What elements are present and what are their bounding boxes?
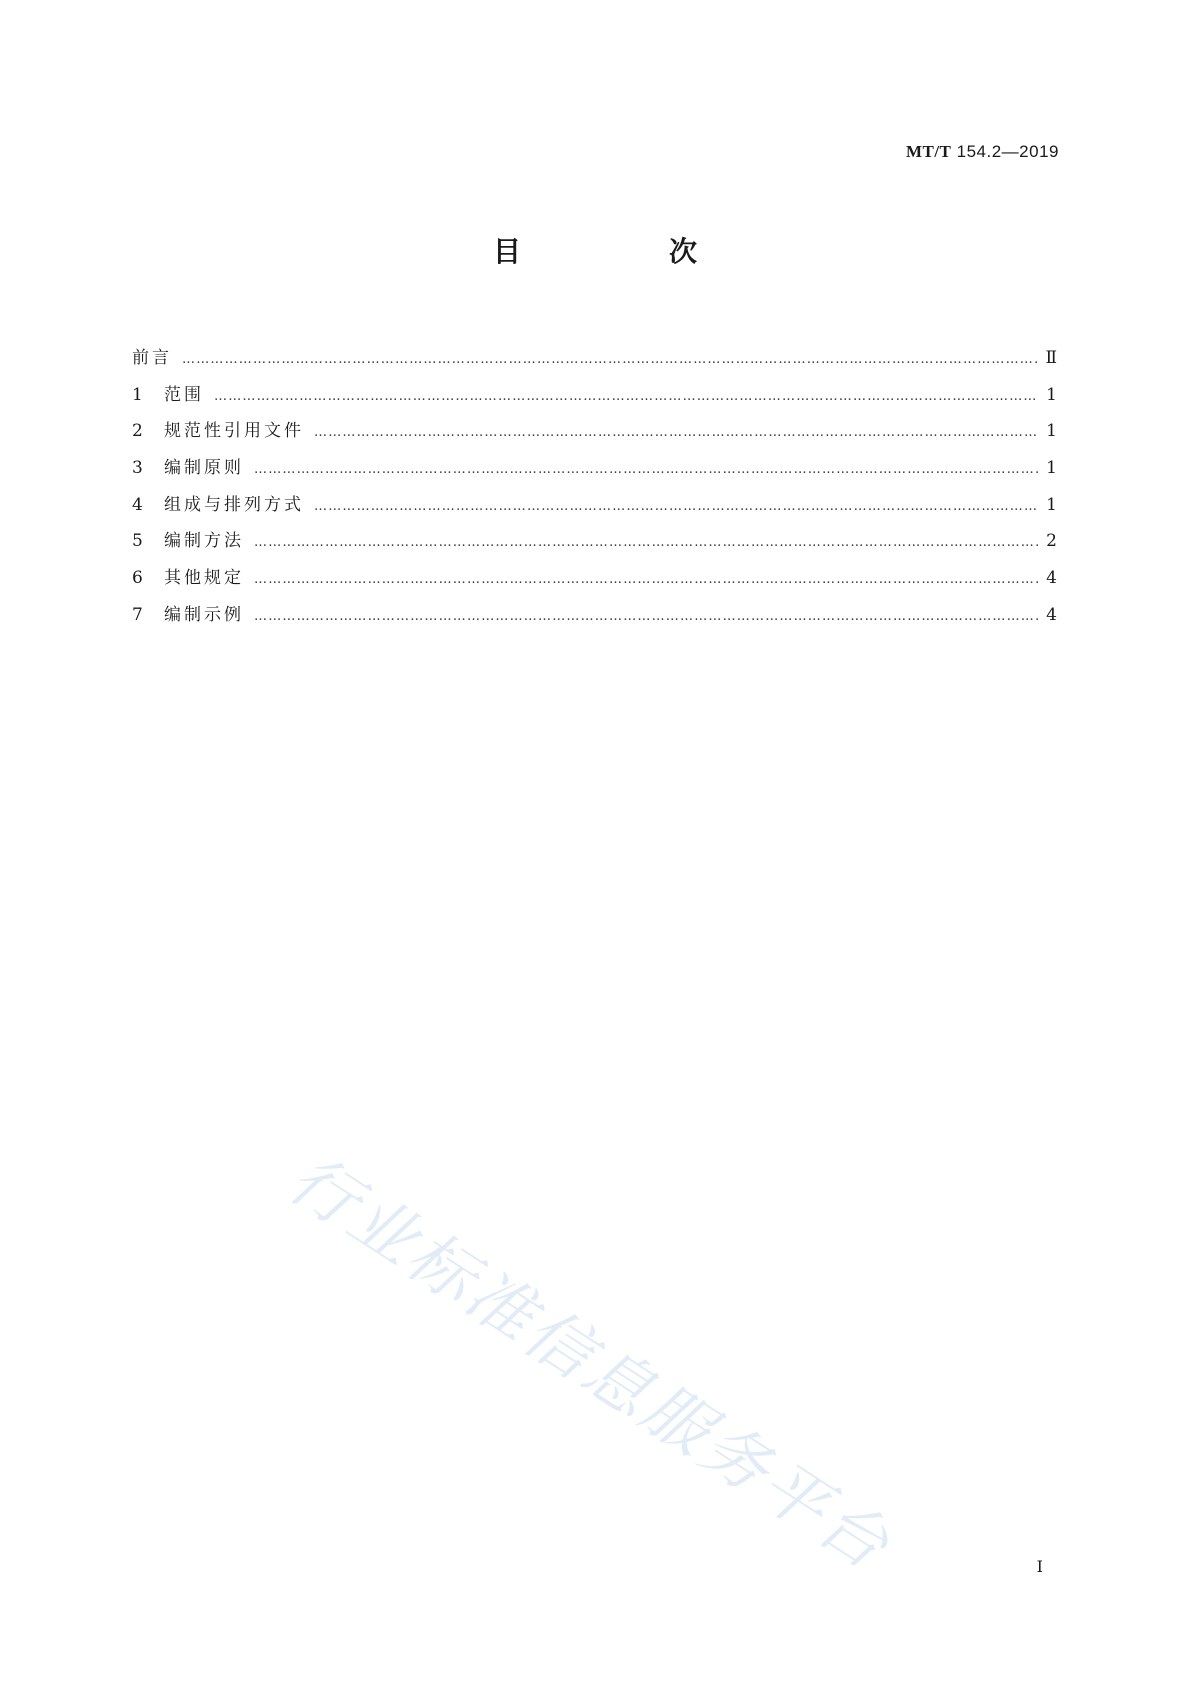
toc-entry-foreword[interactable] xyxy=(132,343,1057,380)
toc-leader-dots xyxy=(254,462,1039,477)
toc-title: 目 次 xyxy=(492,235,757,268)
toc-entry-normative-references[interactable] xyxy=(132,416,1057,453)
watermark-text: 行业标准信息服务平台 xyxy=(275,1140,905,1587)
toc-entry-label: 前言 xyxy=(132,348,172,368)
toc-entry-page: 2 xyxy=(1046,531,1057,552)
toc-leader-dots xyxy=(254,609,1039,624)
toc-entry-page: 4 xyxy=(1046,604,1057,625)
toc-leader-dots xyxy=(182,352,1039,367)
toc-entry-composition[interactable] xyxy=(132,490,1057,527)
toc-entry-number: 2 xyxy=(132,421,143,442)
toc-entry-number: 6 xyxy=(132,568,143,589)
toc-entry-other-provisions[interactable] xyxy=(132,563,1057,600)
toc-entry-label: 范围 xyxy=(164,384,204,405)
toc-entry-page: 1 xyxy=(1046,458,1057,479)
toc-entry-examples[interactable] xyxy=(132,600,1057,637)
toc-leader-dots xyxy=(254,572,1039,587)
document-number-prefix: MT/T xyxy=(905,142,952,161)
toc-entry-page: 1 xyxy=(1046,494,1057,515)
toc-entry-label: 规范性引用文件 xyxy=(164,421,304,442)
toc-list xyxy=(132,343,1057,637)
toc-entry-number: 3 xyxy=(132,458,143,479)
toc-entry-label: 编制原则 xyxy=(164,458,244,479)
toc-entry-principles[interactable] xyxy=(132,453,1057,490)
toc-entry-scope[interactable] xyxy=(132,380,1057,417)
toc-entry-methods[interactable] xyxy=(132,526,1057,563)
toc-entry-page: 1 xyxy=(1046,421,1057,442)
toc-leader-dots xyxy=(314,499,1039,514)
toc-entry-number: 5 xyxy=(132,531,143,552)
toc-entry-page: 4 xyxy=(1046,568,1057,589)
toc-entry-label: 编制示例 xyxy=(164,604,244,625)
toc-leader-dots xyxy=(254,535,1039,550)
toc-entry-page: Ⅱ xyxy=(1045,348,1057,368)
toc-entry-label: 其他规定 xyxy=(164,568,244,589)
toc-entry-number: 4 xyxy=(132,494,143,515)
document-number-value: 154.2—2019 xyxy=(956,142,1059,161)
document-number xyxy=(906,142,1059,162)
page-number: Ⅰ xyxy=(1036,1557,1043,1576)
toc-entry-label: 编制方法 xyxy=(164,531,244,552)
toc-entry-label: 组成与排列方式 xyxy=(164,494,304,515)
toc-entry-page: 1 xyxy=(1046,384,1057,405)
toc-leader-dots xyxy=(214,389,1039,404)
toc-entry-number: 7 xyxy=(132,604,143,625)
toc-leader-dots xyxy=(314,425,1039,440)
toc-entry-number: 1 xyxy=(132,384,143,405)
